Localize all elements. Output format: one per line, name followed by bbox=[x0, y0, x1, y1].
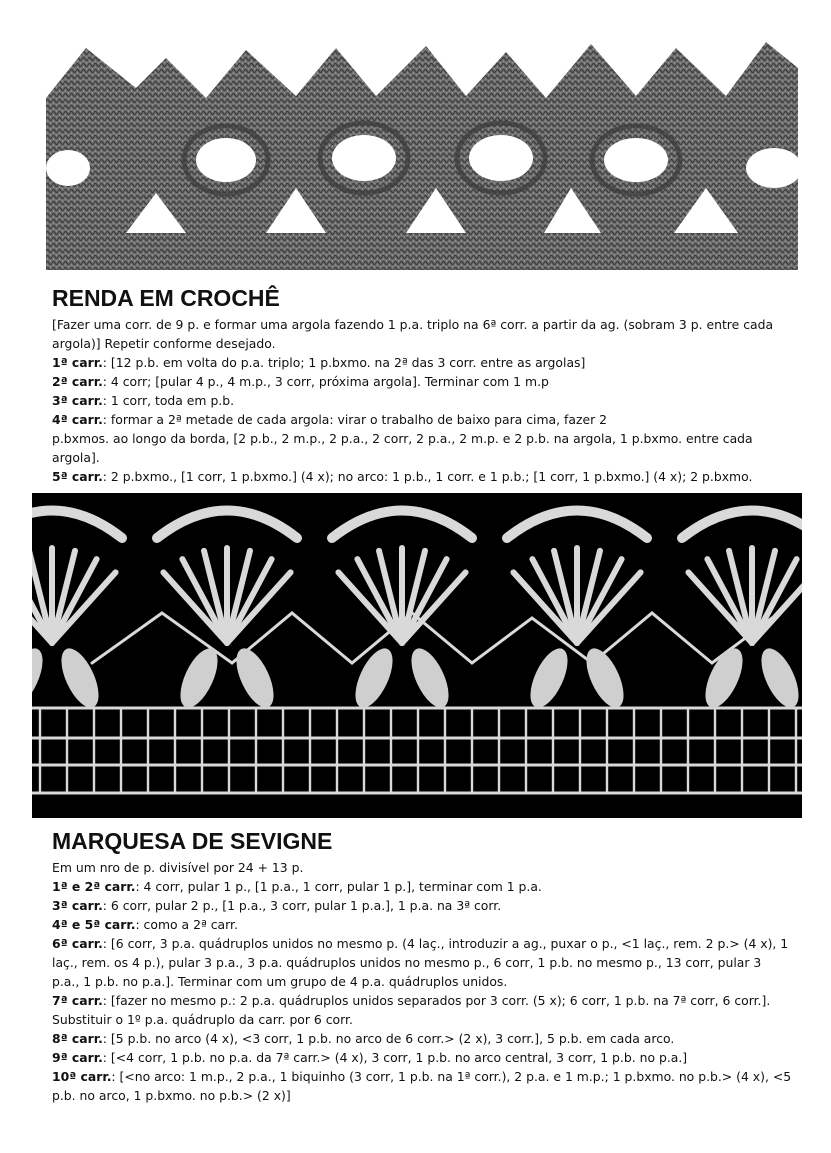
row-instruction: 1ª carr.: [12 p.b. em volta do p.a. triplo; 1 p.bxmo. na 2ª das 3 corr. entre as argolas] bbox=[52, 355, 586, 370]
row-instruction: p.bxmos. ao longo da borda, [2 p.b., 2 m.p., 2 p.a., 2 corr, 2 p.a., 2 m.p. e 2 p.b. na argola, 1 p.bxmo. entre cada argola]. bbox=[52, 431, 753, 465]
row-instruction: 6ª carr.: [6 corr, 3 p.a. quádruplos unidos no mesmo p. (4 laç., introduzir a ag., puxar o p., <1 laç., rem. 2 p.> (4 x), 1 laç., rem. os 4 p.), pular 3 p.a., 3 p.a. quádruplos unidos no mesmo p., 6 corr, 1 p.b. no mesmo p., 13 corr, pular 3 p.a., 1 p.b. no p.a.]. Terminar com um grupo de 4 p.a. quádruplos unidos. bbox=[52, 936, 789, 989]
row-instruction: 3ª carr.: 1 corr, toda em p.b. bbox=[52, 393, 235, 408]
marquesa-de-sevigne-photo bbox=[32, 493, 802, 818]
section-title: MARQUESA DE SEVIGNE bbox=[52, 828, 333, 854]
crochet-lace-edging-photo-icon bbox=[32, 493, 802, 818]
section-title: RENDA EM CROCHÊ bbox=[52, 285, 280, 311]
row-instruction: 7ª carr.: [fazer no mesmo p.: 2 p.a. quádruplos unidos separados por 3 corr. (5 x); 6 corr, 1 p.b. na 7ª corr, 6 corr.]. Substituir o 1º p.a. quádruplo da carr. por 6 corr. bbox=[52, 993, 771, 1027]
marquesa-de-sevigne-section bbox=[52, 826, 792, 1105]
row-instruction: 8ª carr.: [5 p.b. no arco (4 x), <3 corr, 1 p.b. no arco de 6 corr.> (2 x), 3 corr.], 5 p.b. em cada arco. bbox=[52, 1031, 675, 1046]
row-instruction: 1ª e 2ª carr.: 4 corr, pular 1 p., [1 p.a., 1 corr, pular 1 p.], terminar com 1 p.a. bbox=[52, 879, 542, 894]
renda-em-croche-photo bbox=[46, 38, 798, 270]
crochet-lace-edging-photo-icon bbox=[46, 38, 798, 270]
row-instruction: 3ª carr.: 6 corr, pular 2 p., [1 p.a., 3 corr, pular 1 p.a.], 1 p.a. na 3ª corr. bbox=[52, 898, 502, 913]
section-intro: Em um nro de p. divisível por 24 + 13 p. bbox=[52, 860, 304, 875]
renda-em-croche-section bbox=[52, 283, 792, 486]
row-instruction: 4ª carr.: formar a 2ª metade de cada argola: virar o trabalho de baixo para cima, fazer 2 bbox=[52, 412, 607, 427]
row-instruction: 4ª e 5ª carr.: como a 2ª carr. bbox=[52, 917, 238, 932]
row-instruction: 5ª carr.: 2 p.bxmo., [1 corr, 1 p.bxmo.] (4 x); no arco: 1 p.b., 1 corr. e 1 p.b.; [1 corr, 1 p.bxmo.] (4 x); 2 p.bxmo. bbox=[52, 469, 753, 484]
row-instruction: 2ª carr.: 4 corr; [pular 4 p., 4 m.p., 3 corr, próxima argola]. Terminar com 1 m.p bbox=[52, 374, 549, 389]
row-instruction: 10ª carr.: [<no arco: 1 m.p., 2 p.a., 1 biquinho (3 corr, 1 p.b. na 1ª corr.), 2 p.a. e 1 m.p.; 1 p.bxmo. no p.b.> (4 x), <5 p.b. no arco, 1 p.bxmo. no p.b.> (2 x)] bbox=[52, 1069, 792, 1103]
section-intro: [Fazer uma corr. de 9 p. e formar uma argola fazendo 1 p.a. triplo na 6ª corr. a partir da ag. (sobram 3 p. entre cada argola)] Repetir conforme desejado. bbox=[52, 317, 774, 351]
row-instruction: 9ª carr.: [<4 corr, 1 p.b. no p.a. da 7ª carr.> (4 x), 3 corr, 1 p.b. no arco central, 3 corr, 1 p.b. no p.a.] bbox=[52, 1050, 688, 1065]
